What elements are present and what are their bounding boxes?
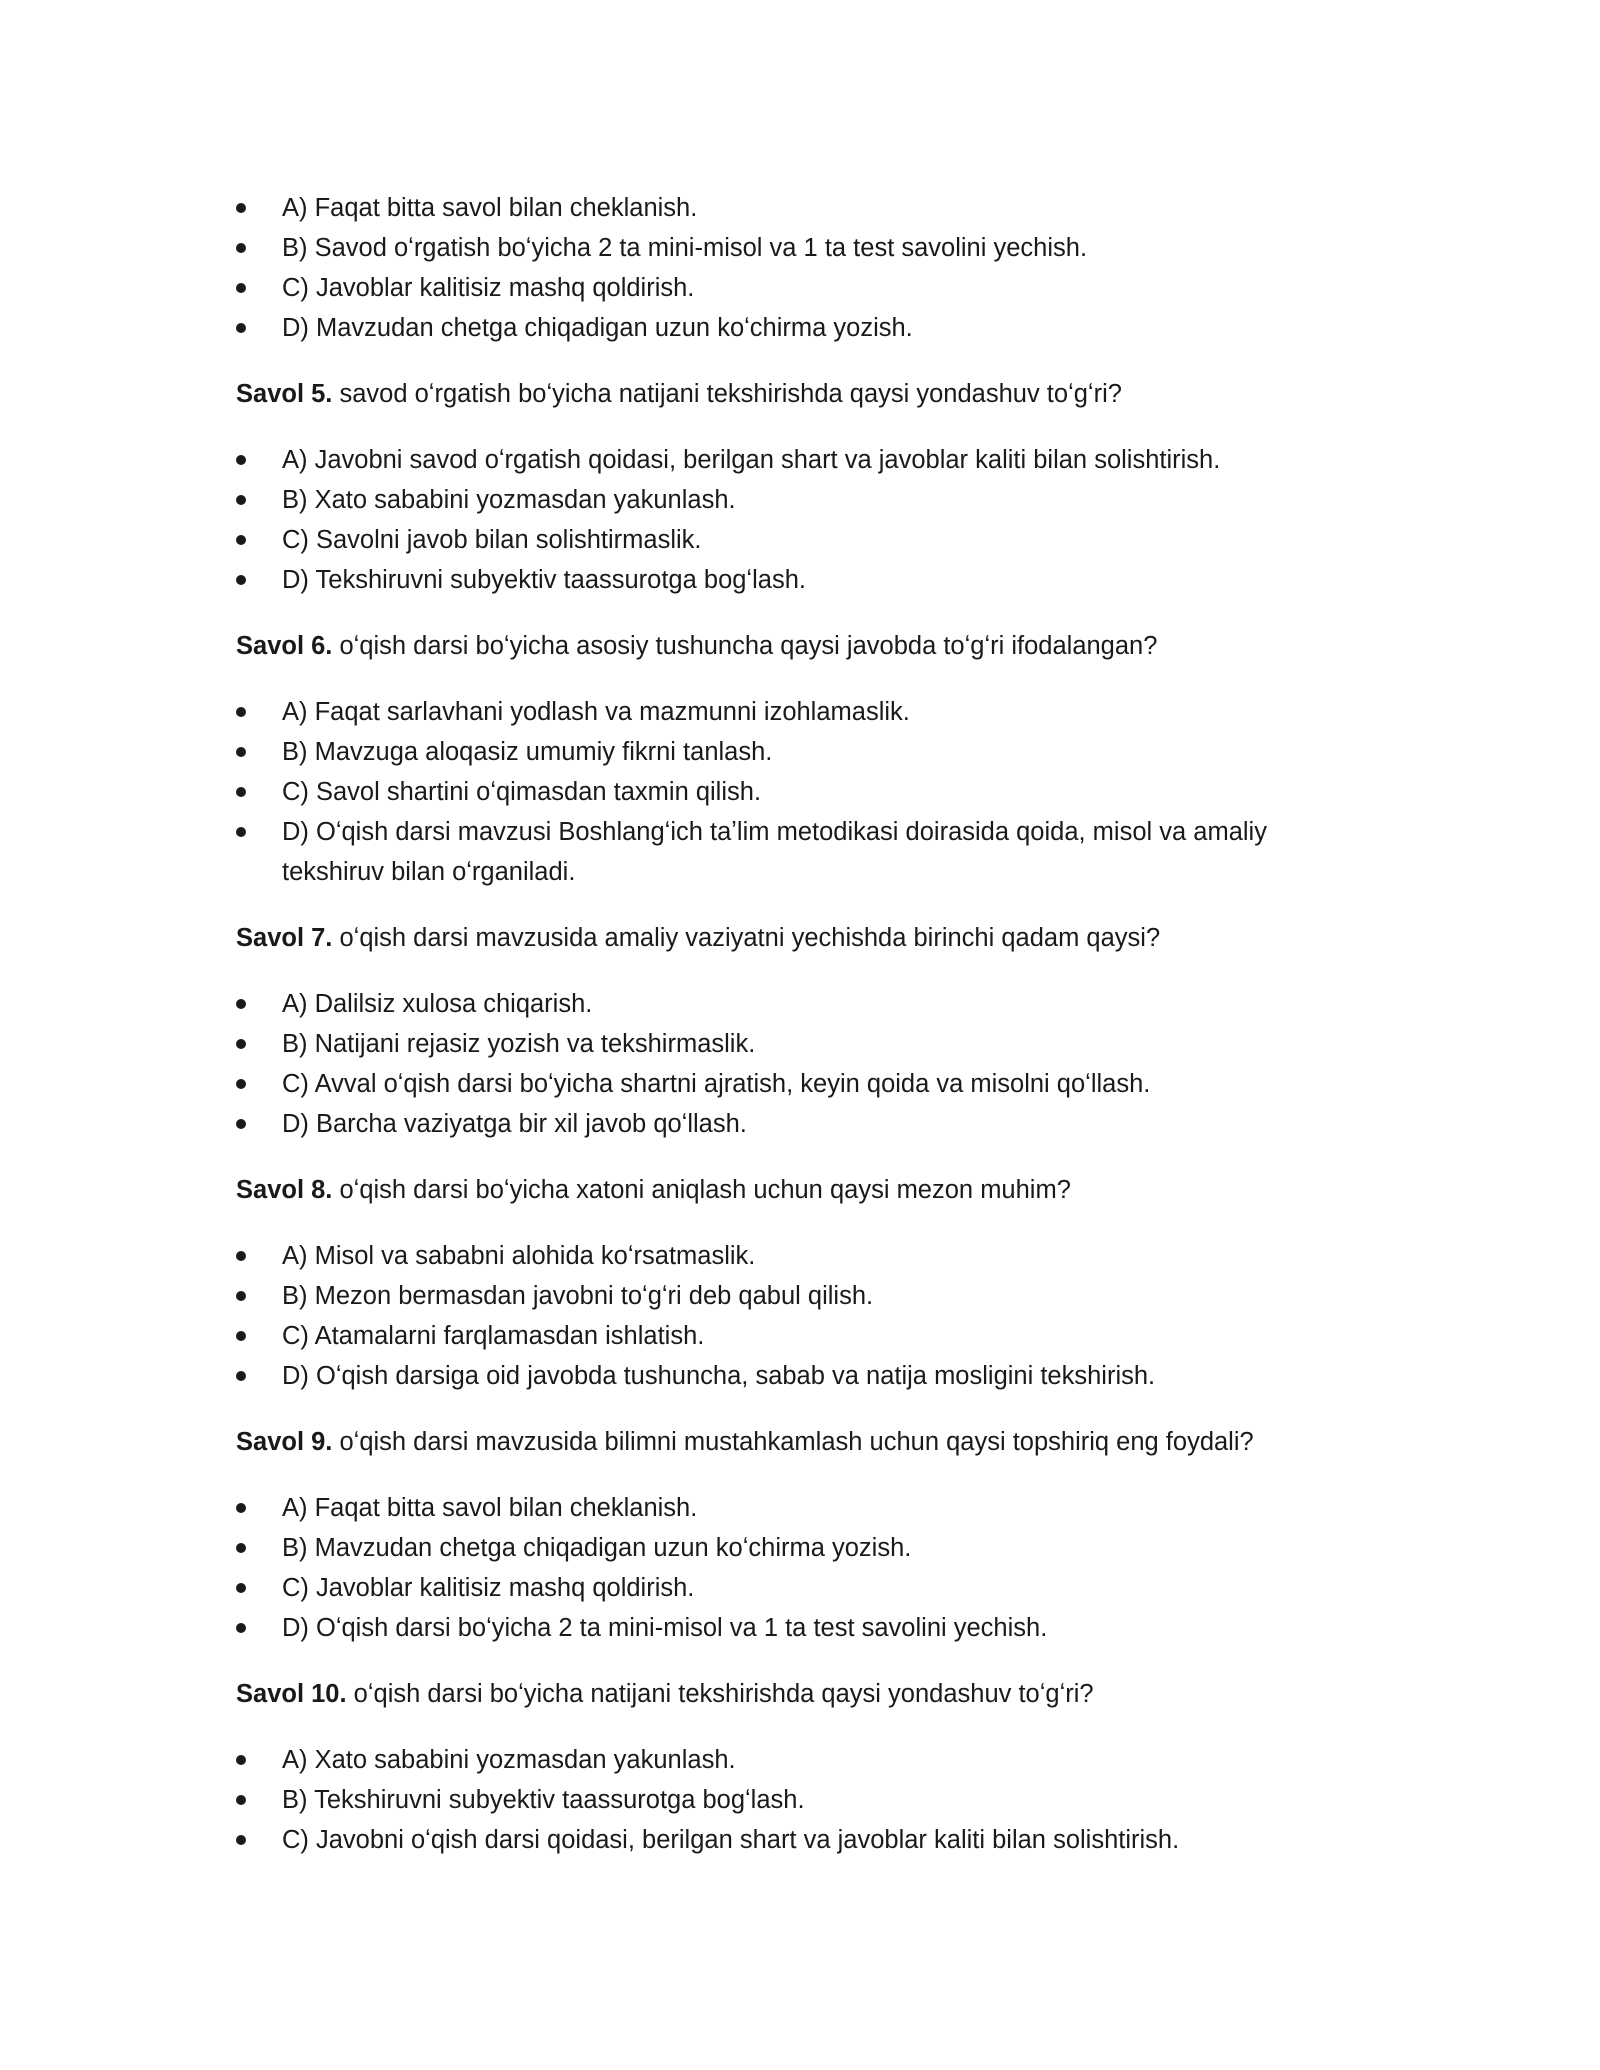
bullet-icon [236, 1755, 246, 1765]
answer-option [236, 692, 1346, 732]
answer-option [236, 228, 1346, 268]
answer-option-text: C) Javoblar kalitisiz mashq qoldirish. [282, 1574, 695, 1602]
answer-option [236, 480, 1346, 520]
answer-option-text: A) Faqat bitta savol bilan cheklanish. [282, 194, 698, 222]
answer-option [236, 1820, 1346, 1860]
answer-option-text: A) Javobni savod oʻrgatish qoidasi, berilgan shart va javoblar kaliti bilan solishtirish. [282, 446, 1221, 474]
bullet-icon [236, 243, 246, 253]
answer-option-text: A) Misol va sababni alohida koʻrsatmaslik. [282, 1242, 756, 1270]
question-text: oʻqish darsi mavzusida amaliy vaziyatni yechishda birinchi qadam qaysi? [332, 924, 1161, 952]
bullet-icon [236, 1835, 246, 1845]
answer-options-list [236, 440, 1346, 600]
question-heading [236, 1674, 1346, 1714]
bullet-icon [236, 1623, 246, 1633]
answer-option-text: D) Oʻqish darsiga oid javobda tushuncha, sabab va natija mosligini tekshirish. [282, 1362, 1156, 1390]
bullet-icon [236, 747, 246, 757]
question-heading [236, 626, 1346, 666]
bullet-icon [236, 1795, 246, 1805]
question-text: oʻqish darsi boʻyicha xatoni aniqlash uchun qaysi mezon muhim? [332, 1176, 1071, 1204]
bullet-icon [236, 1371, 246, 1381]
bullet-icon [236, 535, 246, 545]
answer-option [236, 1780, 1346, 1820]
question-heading [236, 918, 1346, 958]
answer-option-text: A) Xato sababini yozmasdan yakunlash. [282, 1746, 736, 1774]
answer-option-text: C) Savolni javob bilan solishtirmaslik. [282, 526, 702, 554]
answer-option-text: D) Barcha vaziyatga bir xil javob qoʻllash. [282, 1110, 747, 1138]
answer-option-text: C) Savol shartini oʻqimasdan taxmin qilish. [282, 778, 762, 806]
answer-option [236, 560, 1346, 600]
bullet-icon [236, 787, 246, 797]
bullet-icon [236, 827, 246, 837]
answer-option [236, 1064, 1346, 1104]
bullet-icon [236, 999, 246, 1009]
question-heading [236, 374, 1346, 414]
question-heading [236, 1170, 1346, 1210]
bullet-icon [236, 1039, 246, 1049]
bullet-icon [236, 283, 246, 293]
bullet-icon [236, 495, 246, 505]
question-heading [236, 1422, 1346, 1462]
question-number: Savol 9. [236, 1428, 333, 1456]
bullet-icon [236, 1583, 246, 1593]
answer-option [236, 1488, 1346, 1528]
answer-option-text: B) Mavzudan chetga chiqadigan uzun koʻchirma yozish. [282, 1534, 912, 1562]
answer-option [236, 1316, 1346, 1356]
answer-option [236, 520, 1346, 560]
bullet-icon [236, 1291, 246, 1301]
question-text: oʻqish darsi mavzusida bilimni mustahkamlash uchun qaysi topshiriq eng foydali? [332, 1428, 1254, 1456]
question-number: Savol 6. [236, 632, 333, 660]
answer-option-text: C) Javobni oʻqish darsi qoidasi, berilgan shart va javoblar kaliti bilan solishtirish. [282, 1826, 1180, 1854]
bullet-icon [236, 1251, 246, 1261]
answer-option [236, 308, 1346, 348]
question-number: Savol 10. [236, 1680, 347, 1708]
answer-option [236, 1608, 1346, 1648]
question-number: Savol 8. [236, 1176, 333, 1204]
bullet-icon [236, 575, 246, 585]
answer-option [236, 1236, 1346, 1276]
answer-options-list [236, 1488, 1346, 1648]
answer-option-text: D) Mavzudan chetga chiqadigan uzun koʻchirma yozish. [282, 314, 913, 342]
document-content [236, 188, 1346, 1860]
answer-option-text: C) Avval oʻqish darsi boʻyicha shartni ajratish, keyin qoida va misolni qoʻllash. [282, 1070, 1151, 1098]
answer-option [236, 1024, 1346, 1064]
answer-option-text: D) Tekshiruvni subyektiv taassurotga bogʻlash. [282, 566, 806, 594]
question-text: savod oʻrgatish boʻyicha natijani tekshirishda qaysi yondashuv toʻgʻri? [332, 380, 1122, 408]
bullet-icon [236, 1119, 246, 1129]
answer-option [236, 1568, 1346, 1608]
answer-option [236, 772, 1346, 812]
answer-option [236, 1528, 1346, 1568]
question-text: oʻqish darsi boʻyicha natijani tekshirishda qaysi yondashuv toʻgʻri? [346, 1680, 1094, 1708]
answer-option-text: A) Dalilsiz xulosa chiqarish. [282, 990, 593, 1018]
answer-option-text: D) Oʻqish darsi mavzusi Boshlangʻich taʼlim metodikasi doirasida qoida, misol va amaliy tekshiruv bilan oʻrganiladi. [282, 818, 1267, 886]
answer-option-text: A) Faqat bitta savol bilan cheklanish. [282, 1494, 698, 1522]
answer-options-list [236, 984, 1346, 1144]
answer-option-text: A) Faqat sarlavhani yodlash va mazmunni izohlamaslik. [282, 698, 910, 726]
answer-option [236, 1740, 1346, 1780]
bullet-icon [236, 707, 246, 717]
answer-option-text: B) Natijani rejasiz yozish va tekshirmaslik. [282, 1030, 756, 1058]
bullet-icon [236, 323, 246, 333]
answer-option-text: C) Atamalarni farqlamasdan ishlatish. [282, 1322, 705, 1350]
answer-option-text: B) Mavzuga aloqasiz umumiy fikrni tanlash. [282, 738, 773, 766]
question-number: Savol 7. [236, 924, 333, 952]
bullet-icon [236, 203, 246, 213]
answer-option [236, 440, 1346, 480]
question-number: Savol 5. [236, 380, 333, 408]
bullet-icon [236, 1543, 246, 1553]
answer-option-text: B) Tekshiruvni subyektiv taassurotga bogʻlash. [282, 1786, 805, 1814]
answer-option-text: B) Savod oʻrgatish boʻyicha 2 ta mini-misol va 1 ta test savolini yechish. [282, 234, 1088, 262]
answer-option-text: B) Xato sababini yozmasdan yakunlash. [282, 486, 736, 514]
answer-option [236, 732, 1346, 772]
answer-option [236, 268, 1346, 308]
bullet-icon [236, 1503, 246, 1513]
answer-options-list [236, 692, 1346, 892]
bullet-icon [236, 1079, 246, 1089]
answer-option [236, 1276, 1346, 1316]
answer-option [236, 812, 1346, 892]
question-text: oʻqish darsi boʻyicha asosiy tushuncha qaysi javobda toʻgʻri ifodalangan? [332, 632, 1158, 660]
answer-option-text: C) Javoblar kalitisiz mashq qoldirish. [282, 274, 695, 302]
answer-option [236, 188, 1346, 228]
answer-option-text: B) Mezon bermasdan javobni toʻgʻri deb qabul qilish. [282, 1282, 874, 1310]
answer-option-text: D) Oʻqish darsi boʻyicha 2 ta mini-misol va 1 ta test savolini yechish. [282, 1614, 1048, 1642]
bullet-icon [236, 1331, 246, 1341]
answer-options-list [236, 1236, 1346, 1396]
answer-option [236, 1356, 1346, 1396]
answer-options-list [236, 188, 1346, 348]
answer-option [236, 1104, 1346, 1144]
bullet-icon [236, 455, 246, 465]
answer-options-list [236, 1740, 1346, 1860]
answer-option [236, 984, 1346, 1024]
